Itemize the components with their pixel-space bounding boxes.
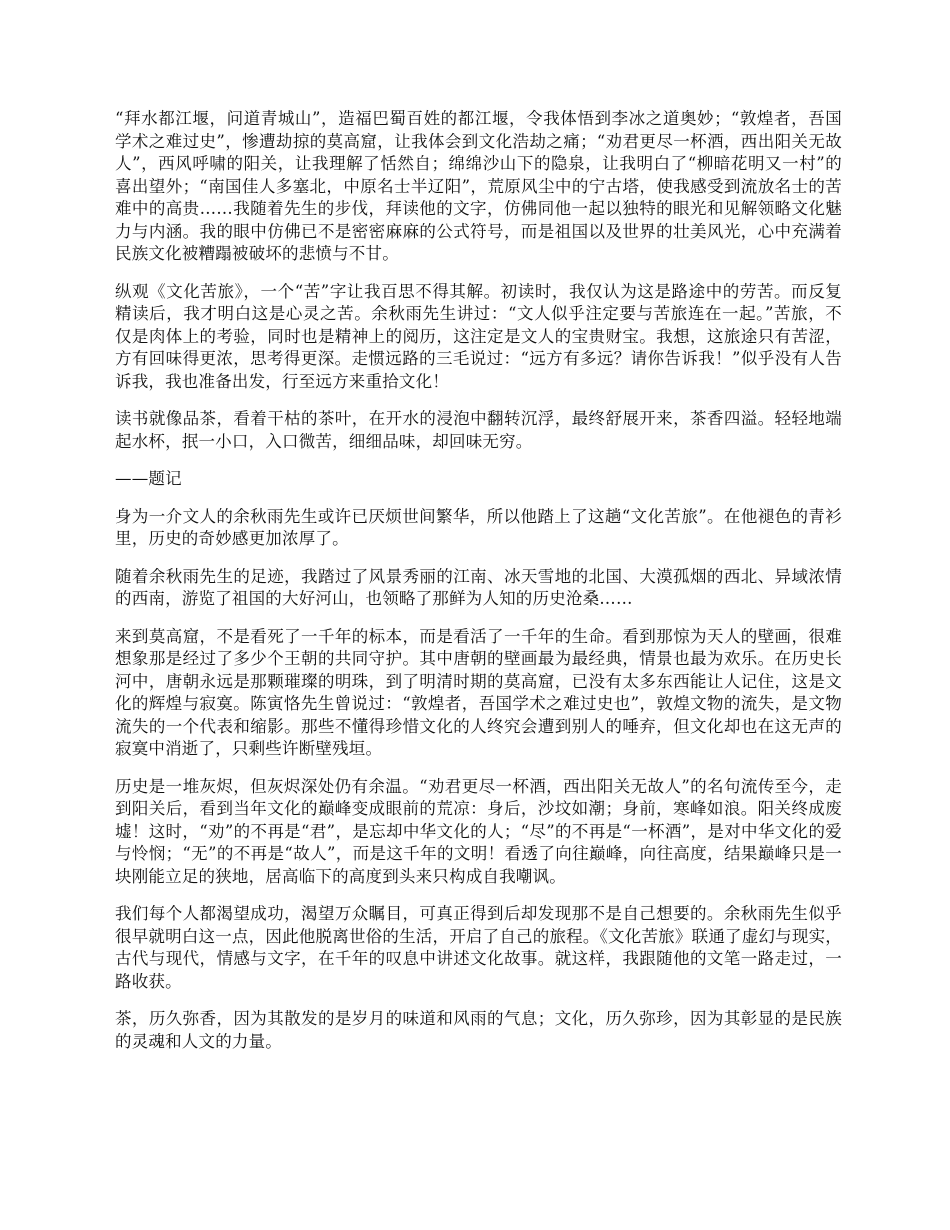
- paragraph-conclusion: 茶，历久弥香，因为其散发的是岁月的味道和风雨的气息；文化，历久弥珍，因为其彰显的是民族的灵魂和人文的力量。: [115, 1009, 842, 1051]
- paragraph-tea-metaphor: 读书就像品茶，看着干枯的茶叶，在开水的浸泡中翻转沉浮，最终舒展开来，茶香四溢。轻轻地端起水杯，抿一小口，入口微苦，细细品味，却回味无穷。: [115, 409, 842, 451]
- paragraph-success: 我们每个人都渴望成功，渴望万众瞩目，可真正得到后却发现那不是自己想要的。余秋雨先生似乎很早就明白这一点，因此他脱离世俗的生活，开启了自己的旅程。《文化苦旅》联通了虚幻与现实，古代与现代，情感与文字，在千年的叹息中讲述文化故事。就这样，我跟随他的文笔一路走过，一路收获。: [115, 904, 842, 991]
- paragraph-intro-journey: “拜水都江堰，问道青城山”，造福巴蜀百姓的都江堰，令我体悟到李冰之道奥妙；“敦煌者，吾国学术之难过史”，惨遭劫掠的莫高窟，让我体会到文化浩劫之痛；“劝君更尽一杯酒，西出阳关无故人”，西风呼啸的阳关，让我理解了恬然自；绵绵沙山下的隐泉，让我明白了“柳暗花明又一村”的喜出望外；“南国佳人多塞北，中原名士半辽阳”，荒原风尘中的宁古塔，使我感受到流放名士的苦难中的高贵……我随着先生的步伐，拜读他的文字，仿佛同他一起以独特的眼光和见解领略文化魅力与内涵。我的眼中仿佛已不是密密麻麻的公式符号，而是祖国以及世界的壮美风光，心中充满着民族文化被糟蹋被破坏的悲愤与不甘。: [115, 109, 842, 263]
- paragraph-footsteps: 随着余秋雨先生的足迹，我踏过了风景秀丽的江南、冰天雪地的北国、大漠孤烟的西北、异域浓情的西南，游览了祖国的大好河山，也领略了那鲜为人知的历史沧桑……: [115, 566, 842, 608]
- paragraph-bitter-meaning: 纵观《文化苦旅》，一个“苦”字让我百思不得其解。初读时，我仅认为这是路途中的劳苦。而反复精读后，我才明白这是心灵之苦。余秋雨先生讲过：“文人似乎注定要与苦旅连在一起。”苦旅，不仅是肉体上的考验，同时也是精神上的阅历，这注定是文人的宝贵财宝。我想，这旅途只有苦涩，方有回味得更浓，思考得更深。走惯远路的三毛说过：“远方有多远？请你告诉我！”似乎没有人告诉我，我也准备出发，行至远方来重拾文化！: [115, 281, 842, 391]
- paragraph-yangguan: 历史是一堆灰烬，但灰烬深处仍有余温。“劝君更尽一杯酒，西出阳关无故人”的名句流传至今，走到阳关后，看到当年文化的巅峰变成眼前的荒凉：身后，沙坟如潮；身前，寒峰如浪。阳关终成废墟！这时，“劝”的不再是“君”，是忘却中华文化的人；“尽”的不再是“一杯酒”，是对中华文化的爱与怜悯；“无”的不再是“故人”，而是这千年的文明！看透了向往巅峰，向往高度，结果巅峰只是一块刚能立足的狭地，居高临下的高度到头来只构成自我嘲讽。: [115, 776, 842, 886]
- document-body: [115, 108, 842, 1068]
- paragraph-inscription: ——题记: [115, 469, 182, 488]
- paragraph-mogao-caves: 来到莫高窟，不是看死了一千年的标本，而是看活了一千年的生命。看到那惊为天人的壁画，很难想象那是经过了多少个王朝的共同守护。其中唐朝的壁画最为最经典，情景也最为欢乐。在历史长河中，唐朝永远是那颗璀璨的明珠，到了明清时期的莫高窟，已没有太多东西能让人记住，这是文化的辉煌与寂寞。陈寅恪先生曾说过：“敦煌者，吾国学术之难过史也”，敦煌文物的流失，是文物流失的一个代表和缩影。那些不懂得珍惜文化的人终究会遭到别人的唾弃，但文化却也在这无声的寂寞中消逝了，只剩些许断壁残垣。: [115, 626, 842, 758]
- paragraph-literati: 身为一介文人的余秋雨先生或许已厌烦世间繁华，所以他踏上了这趟“文化苦旅”。在他褪色的青衫里，历史的奇妙感更加浓厚了。: [115, 506, 842, 548]
